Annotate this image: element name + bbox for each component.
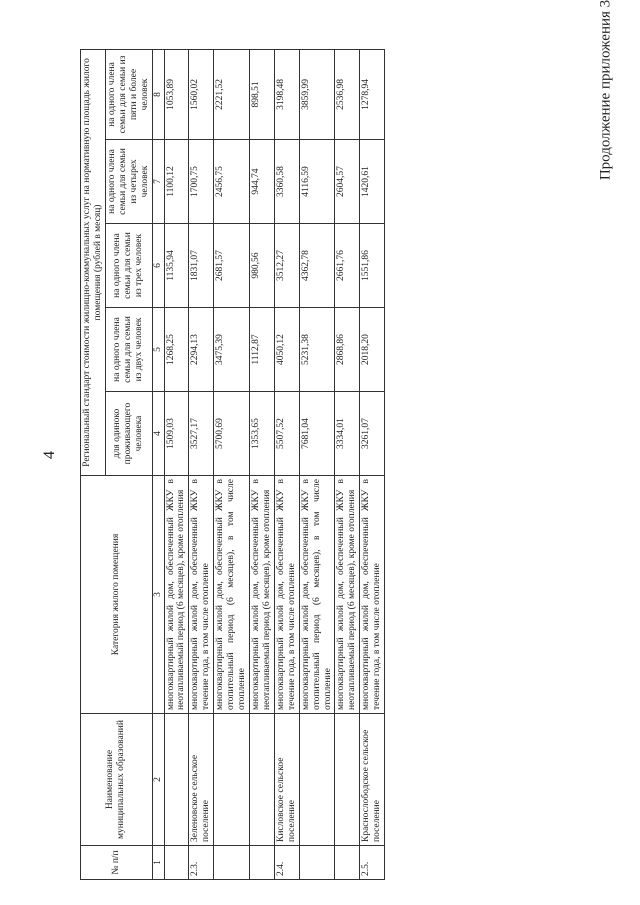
municipality-name bbox=[214, 714, 250, 846]
cost-value: 1278,94 bbox=[360, 49, 385, 139]
cost-value: 1700,75 bbox=[189, 140, 214, 224]
row-number bbox=[164, 846, 189, 880]
table-row bbox=[214, 49, 250, 879]
header-category: Категория жилого помещения bbox=[81, 476, 153, 714]
table-row bbox=[335, 49, 360, 879]
column-number: 2 bbox=[152, 714, 164, 846]
table-row bbox=[164, 49, 189, 879]
rotated-table-wrapper bbox=[80, 50, 620, 880]
cost-value: 3512,27 bbox=[274, 224, 299, 308]
row-number: 2.3. bbox=[189, 846, 214, 880]
municipality-name bbox=[164, 714, 189, 846]
row-number bbox=[299, 846, 335, 880]
cost-value: 5507,52 bbox=[274, 392, 299, 476]
cost-value: 2456,75 bbox=[214, 140, 250, 224]
cost-value: 1053,89 bbox=[164, 49, 189, 139]
cost-value: 2661,76 bbox=[335, 224, 360, 308]
housing-category: многоквартирный жилой дом, обеспеченный ЖКУ в течение года, в том числе отопление bbox=[274, 476, 299, 714]
cost-value: 3475,39 bbox=[214, 308, 250, 392]
cost-value: 3261,07 bbox=[360, 392, 385, 476]
cost-value: 4362,78 bbox=[299, 224, 335, 308]
cost-value: 980,56 bbox=[249, 224, 274, 308]
cost-value: 7681,04 bbox=[299, 392, 335, 476]
page-number: 4 bbox=[41, 451, 58, 459]
cost-value: 2221,52 bbox=[214, 49, 250, 139]
cost-value: 1268,25 bbox=[164, 308, 189, 392]
row-number bbox=[249, 846, 274, 880]
cost-value: 1112,87 bbox=[249, 308, 274, 392]
table-row bbox=[274, 49, 299, 879]
municipality-name bbox=[249, 714, 274, 846]
cost-value: 898,51 bbox=[249, 49, 274, 139]
column-number: 1 bbox=[152, 846, 164, 880]
table-row bbox=[189, 49, 214, 879]
header-sub-3: на одного члена семьи для семьи из трех человек bbox=[105, 224, 152, 308]
cost-value: 2604,57 bbox=[335, 140, 360, 224]
cost-value: 2018,20 bbox=[360, 308, 385, 392]
table-row bbox=[360, 49, 385, 879]
municipality-name: Зеленовское сельское поселение bbox=[189, 714, 214, 846]
housing-category: многоквартирный жилой дом, обеспеченный ЖКУ в неотапливаемый период (6 месяцев), кроме отопления bbox=[164, 476, 189, 714]
cost-value: 1831,07 bbox=[189, 224, 214, 308]
column-number: 6 bbox=[152, 224, 164, 308]
header-standard: Региональный стандарт стоимости жилищно-коммунальных услуг на нормативную площадь жилого помещения (рублей в месяц) bbox=[81, 49, 106, 475]
municipality-name: Краснослободское сельское поселение bbox=[360, 714, 385, 846]
municipality-name bbox=[299, 714, 335, 846]
cost-value: 4116,59 bbox=[299, 140, 335, 224]
cost-value: 1420,61 bbox=[360, 140, 385, 224]
cost-value: 1551,86 bbox=[360, 224, 385, 308]
table-row bbox=[299, 49, 335, 879]
cost-value: 3859,99 bbox=[299, 49, 335, 139]
column-number: 5 bbox=[152, 308, 164, 392]
header-num: № п/п bbox=[81, 846, 153, 880]
cost-value: 1560,02 bbox=[189, 49, 214, 139]
housing-cost-table bbox=[80, 49, 385, 880]
housing-category: многоквартирный жилой дом, обеспеченный ЖКУ в отопительный период (6 месяцев), в том числе отопление bbox=[299, 476, 335, 714]
column-number: 3 bbox=[152, 476, 164, 714]
header-municipality: Наименование муниципальных образований bbox=[81, 714, 153, 846]
housing-category: многоквартирный жилой дом, обеспеченный ЖКУ в течение года, в том числе отопление bbox=[189, 476, 214, 714]
column-number: 4 bbox=[152, 392, 164, 476]
cost-value: 3527,17 bbox=[189, 392, 214, 476]
municipality-name: Кисловское сельское поселение bbox=[274, 714, 299, 846]
cost-value: 4050,12 bbox=[274, 308, 299, 392]
housing-category: многоквартирный жилой дом, обеспеченный ЖКУ в течение года, в том числе отопление bbox=[360, 476, 385, 714]
housing-category: многоквартирный жилой дом, обеспеченный ЖКУ в неотапливаемый период (6 месяцев), кроме отопления bbox=[335, 476, 360, 714]
appendix-title: Продолжение приложения 3 bbox=[597, 0, 614, 181]
cost-value: 2294,13 bbox=[189, 308, 214, 392]
municipality-name bbox=[335, 714, 360, 846]
row-number: 2.5. bbox=[360, 846, 385, 880]
row-number: 2.4. bbox=[274, 846, 299, 880]
cost-value: 3334,01 bbox=[335, 392, 360, 476]
cost-value: 1509,03 bbox=[164, 392, 189, 476]
header-sub-5: на одного члена семьи для семьи из пяти и более человек bbox=[105, 49, 152, 139]
cost-value: 3198,48 bbox=[274, 49, 299, 139]
cost-value: 2868,86 bbox=[335, 308, 360, 392]
cost-value: 5700,69 bbox=[214, 392, 250, 476]
housing-category: многоквартирный жилой дом, обеспеченный ЖКУ в неотапливаемый период (6 месяцев), кроме отопления bbox=[249, 476, 274, 714]
table-row bbox=[249, 49, 274, 879]
row-number bbox=[214, 846, 250, 880]
housing-category: многоквартирный жилой дом, обеспеченный ЖКУ в отопительный период (6 месяцев), в том числе отопление bbox=[214, 476, 250, 714]
cost-value: 944,74 bbox=[249, 140, 274, 224]
cost-value: 2681,57 bbox=[214, 224, 250, 308]
cost-value: 2536,98 bbox=[335, 49, 360, 139]
column-number: 7 bbox=[152, 140, 164, 224]
header-sub-4: на одного члена семьи для семьи из четырех человек bbox=[105, 140, 152, 224]
table-body bbox=[164, 49, 385, 879]
cost-value: 5231,38 bbox=[299, 308, 335, 392]
row-number bbox=[335, 846, 360, 880]
cost-value: 3360,58 bbox=[274, 140, 299, 224]
cost-value: 1353,65 bbox=[249, 392, 274, 476]
header-sub-2: на одного члена семьи для семьи из двух человек bbox=[105, 308, 152, 392]
column-number: 8 bbox=[152, 49, 164, 139]
cost-value: 1100,12 bbox=[164, 140, 189, 224]
header-sub-1: для одиноко проживающего человека bbox=[105, 392, 152, 476]
cost-value: 1135,94 bbox=[164, 224, 189, 308]
